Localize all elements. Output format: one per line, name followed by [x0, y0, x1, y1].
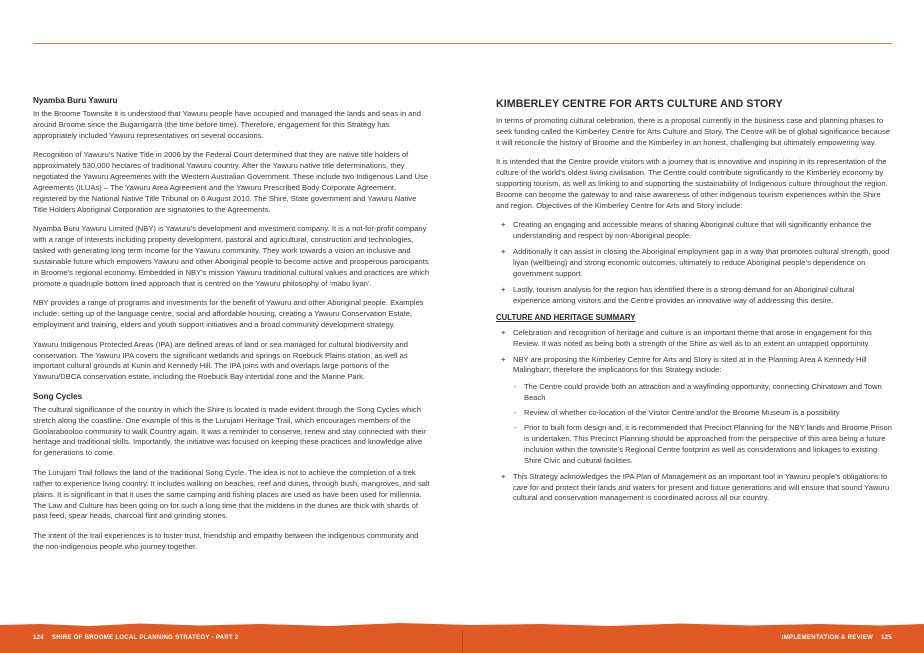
nyamba-paragraph-3: Nyamba Buru Yawuru Limited (NBY) is Yawuru’s development and investment company. It is a not-for-profit company with a range of interests including property development, pastoral and agricultural, construction and technologies, tasked with generating long term income for the Yawuru community. They work towards a vision an inclusive and sustainable future which empowers Yawuru and other Aboriginal people to become active and prosperous participants in Broome’s regional economy. Embedded in NBY’s mission Yawuru traditional cultural values and practices are which promote a quadruple bottom lined approach that is centred on the Yawuru philosophy of ‘mabu liyan’.	[33, 224, 430, 288]
implications-list	[513, 382, 892, 466]
brush-edge-decoration	[0, 622, 924, 628]
list-item	[496, 285, 892, 307]
song-paragraph-2: The Lurujarri Trail follows the land of the traditional Song Cycle. The idea is not to achieve the completion of a trek rather to experience living country. It includes walking on beaches, reef and dunes, through bush, mangroves, and salt plains. It is significant in that it uses the same camping and fishing places are used as have been used for millennia. The Law and Culture has been going on for such a long time that the middens in the dunes are thick with shards of past feed, spear heads, charcoal flint and grinding stones.	[33, 467, 430, 521]
summary-list	[496, 328, 892, 505]
nyamba-paragraph-4: NBY provides a range of programs and investments for the benefit of Yawuru and other Aboriginal people. Examples include: setting up of the language centre, social and affordable housing, creating a Yawuru Conservation Estate, employment and training, elders and youth support initiatives and a broad community development strategy.	[33, 298, 424, 330]
right-running-title: IMPLEMENTATION & REVIEW	[781, 635, 874, 641]
dash-bullet-icon: -	[514, 423, 517, 433]
list-item	[496, 328, 892, 350]
implication-text: The Centre could provide both an attraction and a wayfinding opportunity, connecting Chinatown and Town Beach	[524, 382, 882, 403]
list-item	[513, 423, 892, 467]
nyamba-paragraph-1: In the Broome Townsite it is understood that Yawuru people have occupied and managed the lands and seas in and around Broome since the Bugarrigarra (the time before time). Therefore, engagement for this Strategy has appropriately included Yawuru representatives on several occasions.	[33, 108, 421, 140]
list-item	[496, 472, 892, 505]
list-item	[496, 220, 892, 242]
left-page-number: 124	[33, 635, 44, 641]
plus-bullet-icon: +	[501, 247, 506, 257]
plus-bullet-icon: +	[501, 327, 506, 337]
kimberley-heading: KIMBERLEY CENTRE FOR ARTS CULTURE AND STORY	[496, 98, 783, 110]
kimberley-paragraph-1: In terms of promoting cultural celebration, there is a proposal currently in the business case and planning phases to seek funding called the Kimberley Centre for Arts Culture and Story. The Centre will be of global significance because it will reconcile the history of Broome and the Kimberley in an honest, challenging but ultimately empowering way.	[496, 116, 890, 147]
implication-text: Prior to built form design and, it is recommended that Precinct Planning for the NBY lands and Broome Prison is undertaken. This Precinct Planning should be approached from the perspective of this area being a future inclusion within the townsite’s Regional Centre footprint as well as considerations and linkages to existing Shire Civic and cultural facilities.	[524, 423, 892, 465]
nyamba-paragraph-2: Recognition of Yawuru’s Native Title in 2006 by the Federal Court determined that they are native title holders of approximately 530,000 hectares of traditional Yawuru country. After the Yawuru native title determinations, they negotiated the Yawuru Agreements with the Western Australian Government. These include two Indigenous Land Use Agreements (ILUAs) – The Yawuru Area Agreement and the Yawuru Prescribed Body Corporate Agreement, registered by the National Native Title Tribunal on 6 August 2010. The Shire, State government and Yawuru Native Title Holders Aboriginal Corporation are signatories to the Agreements.	[33, 150, 428, 214]
footer-left	[33, 635, 239, 641]
objective-text: Creating an engaging and accessible means of sharing Aboriginal culture that will significantly enhance the understanding and respect by non-Aboriginal people.	[513, 220, 872, 241]
plus-bullet-icon: +	[501, 284, 506, 294]
dash-bullet-icon: -	[514, 408, 517, 418]
nyamba-heading: Nyamba Buru Yawuru	[33, 96, 118, 105]
list-item	[496, 247, 892, 280]
list-item	[496, 355, 892, 467]
summary-heading: CULTURE AND HERITAGE SUMMARY	[496, 312, 636, 322]
objective-text: Lastly, tourism analysis for the region has identified there is a strong demand for an Aboriginal cultural experience among visitors and the Centre provides an innovative way of addressing this desire.	[513, 284, 855, 305]
top-rule	[33, 43, 892, 44]
summary-text: This Strategy acknowledges the IPA Plan of Management as an important tool in Yawuru people’s obligations to care for and protect their lands and waters for present and future generations and will ensure that sound Yawuru cultural and conservation management is coordinated across all our country.	[513, 471, 890, 503]
list-item	[513, 382, 892, 404]
plus-bullet-icon: +	[501, 354, 506, 364]
list-item	[513, 408, 892, 419]
left-column	[33, 96, 431, 561]
footer-right	[782, 635, 892, 641]
song-paragraph-1: The cultural significance of the country in which the Shire is located is made evident through the Song Cycles which stretch along the coastline. One example of this is the Lurujarri Heritage Trail, which encourages members of the Goolarabooloo community to walk Country again. It was a reminder to conserve, renew and stay connected with their heritage and traditional skills. Importantly, the initiative was focused on keeping these practices and knowledge alive for generations to come.	[33, 404, 426, 458]
plus-bullet-icon: +	[501, 471, 506, 481]
page-gutter-divider	[462, 630, 463, 653]
objective-text: Additionally it can assist in closing the Aboriginal employment gap in a way that promotes cultural strength, good liyan (wellbeing) and strong economic outcomes, ultimately to reduce Aboriginal people’s dependence on government support.	[513, 247, 890, 279]
nyamba-paragraph-5: Yawuru Indigenous Protected Areas (IPA) are defined areas of land or sea managed for cultural biodiversity and conservation. The Yawuru IPA covers the significant wetlands and springs on Roebuck Plains station, as well as important cultural grounds at Kunin and Kennedy Hill. The IPA joins with and overlaps large portions of the Yawuru/DBCA conservation estate, including the Roebuck Bay intertidal zone and the Marine Park.	[33, 339, 408, 382]
objectives-list	[496, 220, 892, 306]
implication-text: Review of whether co-location of the Visitor Centre and/or the Broome Museum is a possibility	[524, 408, 840, 418]
summary-text: NBY are proposing the Kimberley Centre for Arts and Story is sited at in the Planning Area A Kennedy Hill Malingbarr; therefore the implications for this Strategy include:	[513, 354, 867, 375]
dash-bullet-icon: -	[514, 382, 517, 392]
song-cycles-heading: Song Cycles	[33, 391, 83, 401]
kimberley-paragraph-2: It is intended that the Centre provide visitors with a journey that is innovative and inspiring in its representation of the culture of the world’s oldest living civilisation. The Centre could contribute significantly to the Kimberley economy by supporting tourism, as well as linking to and supporting the sustainability of Indigenous culture throughout the region. Broome can become the gateway to and raise awareness of other indigenous tourism experiences within the Shire and region. Objectives of the Kimberley Centre for Arts and Story include:	[496, 157, 888, 210]
summary-text: Celebration and recognition of heritage and culture is an important theme that arose in engagement for this Review. It was noted as being both a strength of the Shire as well as to an extent an untapped opportunity.	[513, 327, 872, 348]
right-page-number: 125	[881, 635, 892, 641]
song-paragraph-3: The intent of the trail experiences is to foster trust, friendship and empathy between the indigenous community and the non-indigenous people who journey together.	[33, 530, 419, 551]
plus-bullet-icon: +	[501, 220, 506, 230]
left-running-title: SHIRE OF BROOME LOCAL PLANNING STRATEGY - PART 2	[51, 635, 239, 641]
right-column	[496, 98, 892, 510]
